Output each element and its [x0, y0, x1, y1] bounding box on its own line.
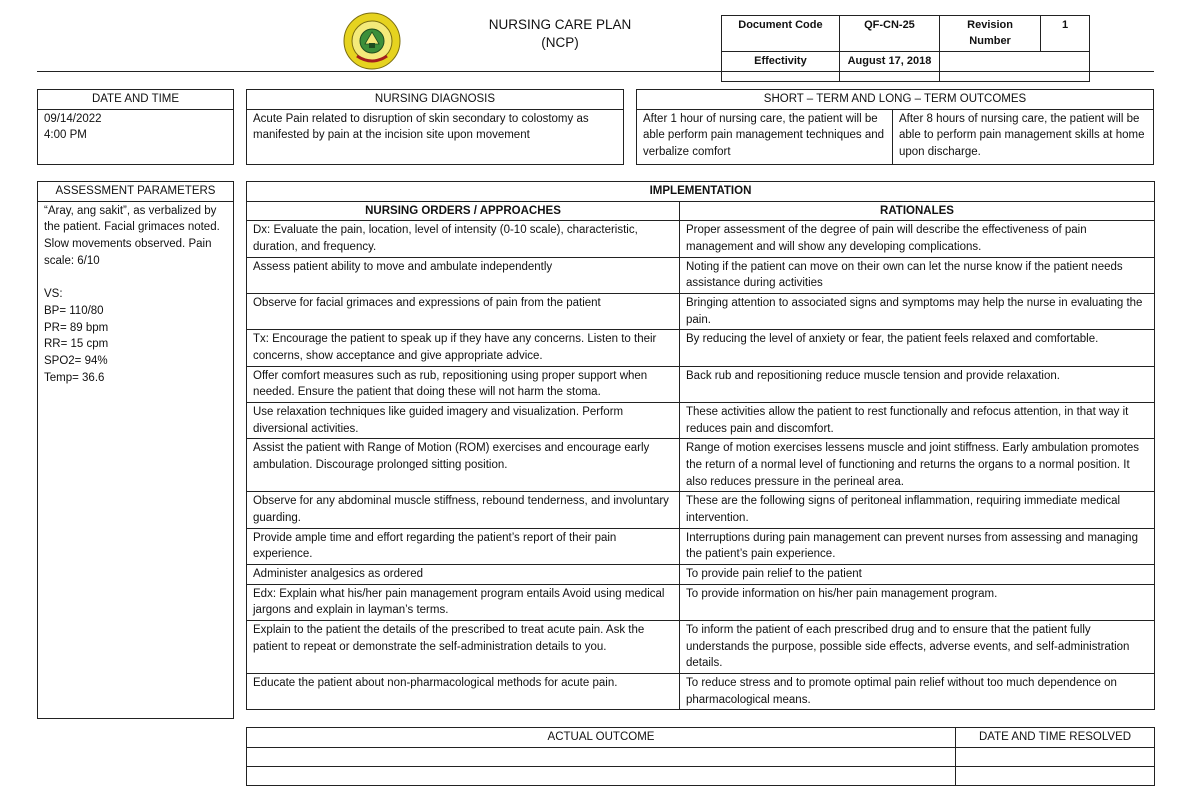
actual-outcome-label: ACTUAL OUTCOME	[247, 728, 956, 748]
vitals-label: VS:	[44, 288, 63, 301]
header-divider	[37, 71, 1154, 72]
order-cell: Observe for facial grimaces and expressions of pain from the patient	[247, 294, 680, 330]
assessment-box	[37, 181, 234, 719]
order-cell: Assist the patient with Range of Motion (ROM) exercises and encourage early ambulation. Discourage prolonged sitting position.	[247, 439, 680, 492]
rationale-cell: Back rub and repositioning reduce muscle tension and provide relaxation.	[680, 366, 1155, 402]
table-row	[247, 621, 1155, 674]
assessment-label: ASSESSMENT PARAMETERS	[38, 182, 234, 202]
orders-column-header: NURSING ORDERS / APPROACHES	[247, 201, 680, 221]
order-cell: Tx: Encourage the patient to speak up if they have any concerns. Listen to their concerns, show acceptance and give appropriate advice.	[247, 330, 680, 366]
date-time-label: DATE AND TIME	[38, 90, 234, 110]
order-cell: Offer comfort measures such as rub, repositioning using proper support when needed. Ensure the patient that doing these will not harm the stoma.	[247, 366, 680, 402]
doc-code-label: Document Code	[722, 16, 840, 52]
actual-outcome-cell	[247, 766, 956, 785]
vital-temp: Temp= 36.6	[44, 371, 105, 384]
revision-value: 1	[1041, 16, 1090, 52]
vital-bp: BP= 110/80	[44, 305, 104, 318]
long-term-outcome: After 8 hours of nursing care, the patient will be able to perform pain management skills at home upon discharge.	[893, 109, 1154, 164]
page-title	[440, 16, 680, 51]
order-cell: Dx: Evaluate the pain, location, level of intensity (0-10 scale), characteristic, duration, and frequency.	[247, 221, 680, 257]
table-row	[247, 492, 1155, 528]
assessment-content	[38, 201, 234, 718]
table-row	[247, 565, 1155, 585]
order-cell: Educate the patient about non-pharmacological methods for acute pain.	[247, 674, 680, 710]
rationale-cell: To inform the patient of each prescribed drug and to ensure that the patient fully understands the purpose, possible side effects, adverse events, and self-administration details.	[680, 621, 1155, 674]
empty-cell	[940, 51, 1090, 81]
table-row	[247, 584, 1155, 620]
doc-code-value: QF-CN-25	[839, 16, 939, 52]
title-line-1: NURSING CARE PLAN	[488, 17, 632, 32]
outcomes-box	[636, 89, 1154, 165]
rationale-cell: Range of motion exercises lessens muscle and joint stiffness. Early ambulation promotes the return of a normal level of functioning and returns the organs to a normal position. It also reduces pressure in the perineal area.	[680, 439, 1155, 492]
diagnosis-text: Acute Pain related to disruption of skin secondary to colostomy as manifested by pain at the incision site upon movement	[247, 109, 624, 164]
rationale-cell: Proper assessment of the degree of pain will describe the effectiveness of pain management and will show any developing complications.	[680, 221, 1155, 257]
order-cell: Use relaxation techniques like guided imagery and visualization. Perform diversional activities.	[247, 403, 680, 439]
assessment-subjective: “Aray, ang sakit”, as verbalized by the patient. Facial grimaces noted. Slow movements observed. Pain scale: 6/10	[44, 204, 220, 267]
date-time-box	[37, 89, 234, 165]
implementation-label: IMPLEMENTATION	[247, 182, 1155, 202]
date-time-resolved-label: DATE AND TIME RESOLVED	[956, 728, 1155, 748]
table-row	[247, 221, 1155, 257]
order-cell: Provide ample time and effort regarding the patient’s report of their pain experience.	[247, 528, 680, 564]
table-row	[247, 294, 1155, 330]
short-term-outcome: After 1 hour of nursing care, the patient will be able perform pain management techniques and verbalize comfort	[637, 109, 893, 164]
table-row	[247, 439, 1155, 492]
vitals-list	[44, 303, 227, 386]
date-value: 09/14/2022	[44, 112, 102, 125]
nursing-diagnosis-box	[246, 89, 624, 165]
diagnosis-label: NURSING DIAGNOSIS	[247, 90, 624, 110]
rationale-cell: To provide pain relief to the patient	[680, 565, 1155, 585]
implementation-table	[246, 181, 1155, 710]
order-cell: Explain to the patient the details of the prescribed to treat acute pain. Ask the patient to repeat or demonstrate the self-administration details to you.	[247, 621, 680, 674]
rationale-cell: By reducing the level of anxiety or fear, the patient feels relaxed and comfortable.	[680, 330, 1155, 366]
order-cell: Administer analgesics as ordered	[247, 565, 680, 585]
table-row	[247, 528, 1155, 564]
order-cell: Observe for any abdominal muscle stiffness, rebound tenderness, and involuntary guarding.	[247, 492, 680, 528]
time-value: 4:00 PM	[44, 129, 87, 142]
table-row	[247, 366, 1155, 402]
table-row	[247, 403, 1155, 439]
vital-pr: PR= 89 bpm	[44, 321, 109, 334]
actual-outcome-cell	[247, 747, 956, 766]
rationales-column-header: RATIONALES	[680, 201, 1155, 221]
effectivity-label: Effectivity	[722, 51, 840, 81]
rationale-cell: These are the following signs of peritoneal inflammation, requiring immediate medical intervention.	[680, 492, 1155, 528]
order-cell: Edx: Explain what his/her pain management program entails Avoid using medical jargons and explain in layman’s terms.	[247, 584, 680, 620]
table-row	[247, 257, 1155, 293]
resolved-cell	[956, 766, 1155, 785]
effectivity-value: August 17, 2018	[839, 51, 939, 81]
rationale-cell: Bringing attention to associated signs and symptoms may help the nurse in evaluating the pain.	[680, 294, 1155, 330]
title-line-2: (NCP)	[541, 34, 579, 50]
actual-outcome-table	[246, 727, 1155, 786]
table-row	[247, 330, 1155, 366]
vital-spo2: SPO2= 94%	[44, 355, 108, 368]
revision-label: Revision Number	[940, 16, 1041, 52]
rationale-cell: To provide information on his/her pain management program.	[680, 584, 1155, 620]
table-row	[247, 674, 1155, 710]
rationale-cell: Interruptions during pain management can prevent nurses from assessing and managing the patient’s pain experience.	[680, 528, 1155, 564]
outcomes-label: SHORT – TERM AND LONG – TERM OUTCOMES	[637, 90, 1154, 110]
rationale-cell: To reduce stress and to promote optimal pain relief without too much dependence on pharmacological means.	[680, 674, 1155, 710]
order-cell: Assess patient ability to move and ambulate independently	[247, 257, 680, 293]
university-seal-icon	[343, 12, 401, 70]
rationale-cell: Noting if the patient can move on their own can let the nurse know if the patient needs assistance during activities	[680, 257, 1155, 293]
resolved-cell	[956, 747, 1155, 766]
date-time-value	[38, 109, 234, 164]
rationale-cell: These activities allow the patient to rest functionally and refocus attention, in that way it reduces pain and discomfort.	[680, 403, 1155, 439]
vital-rr: RR= 15 cpm	[44, 338, 109, 351]
